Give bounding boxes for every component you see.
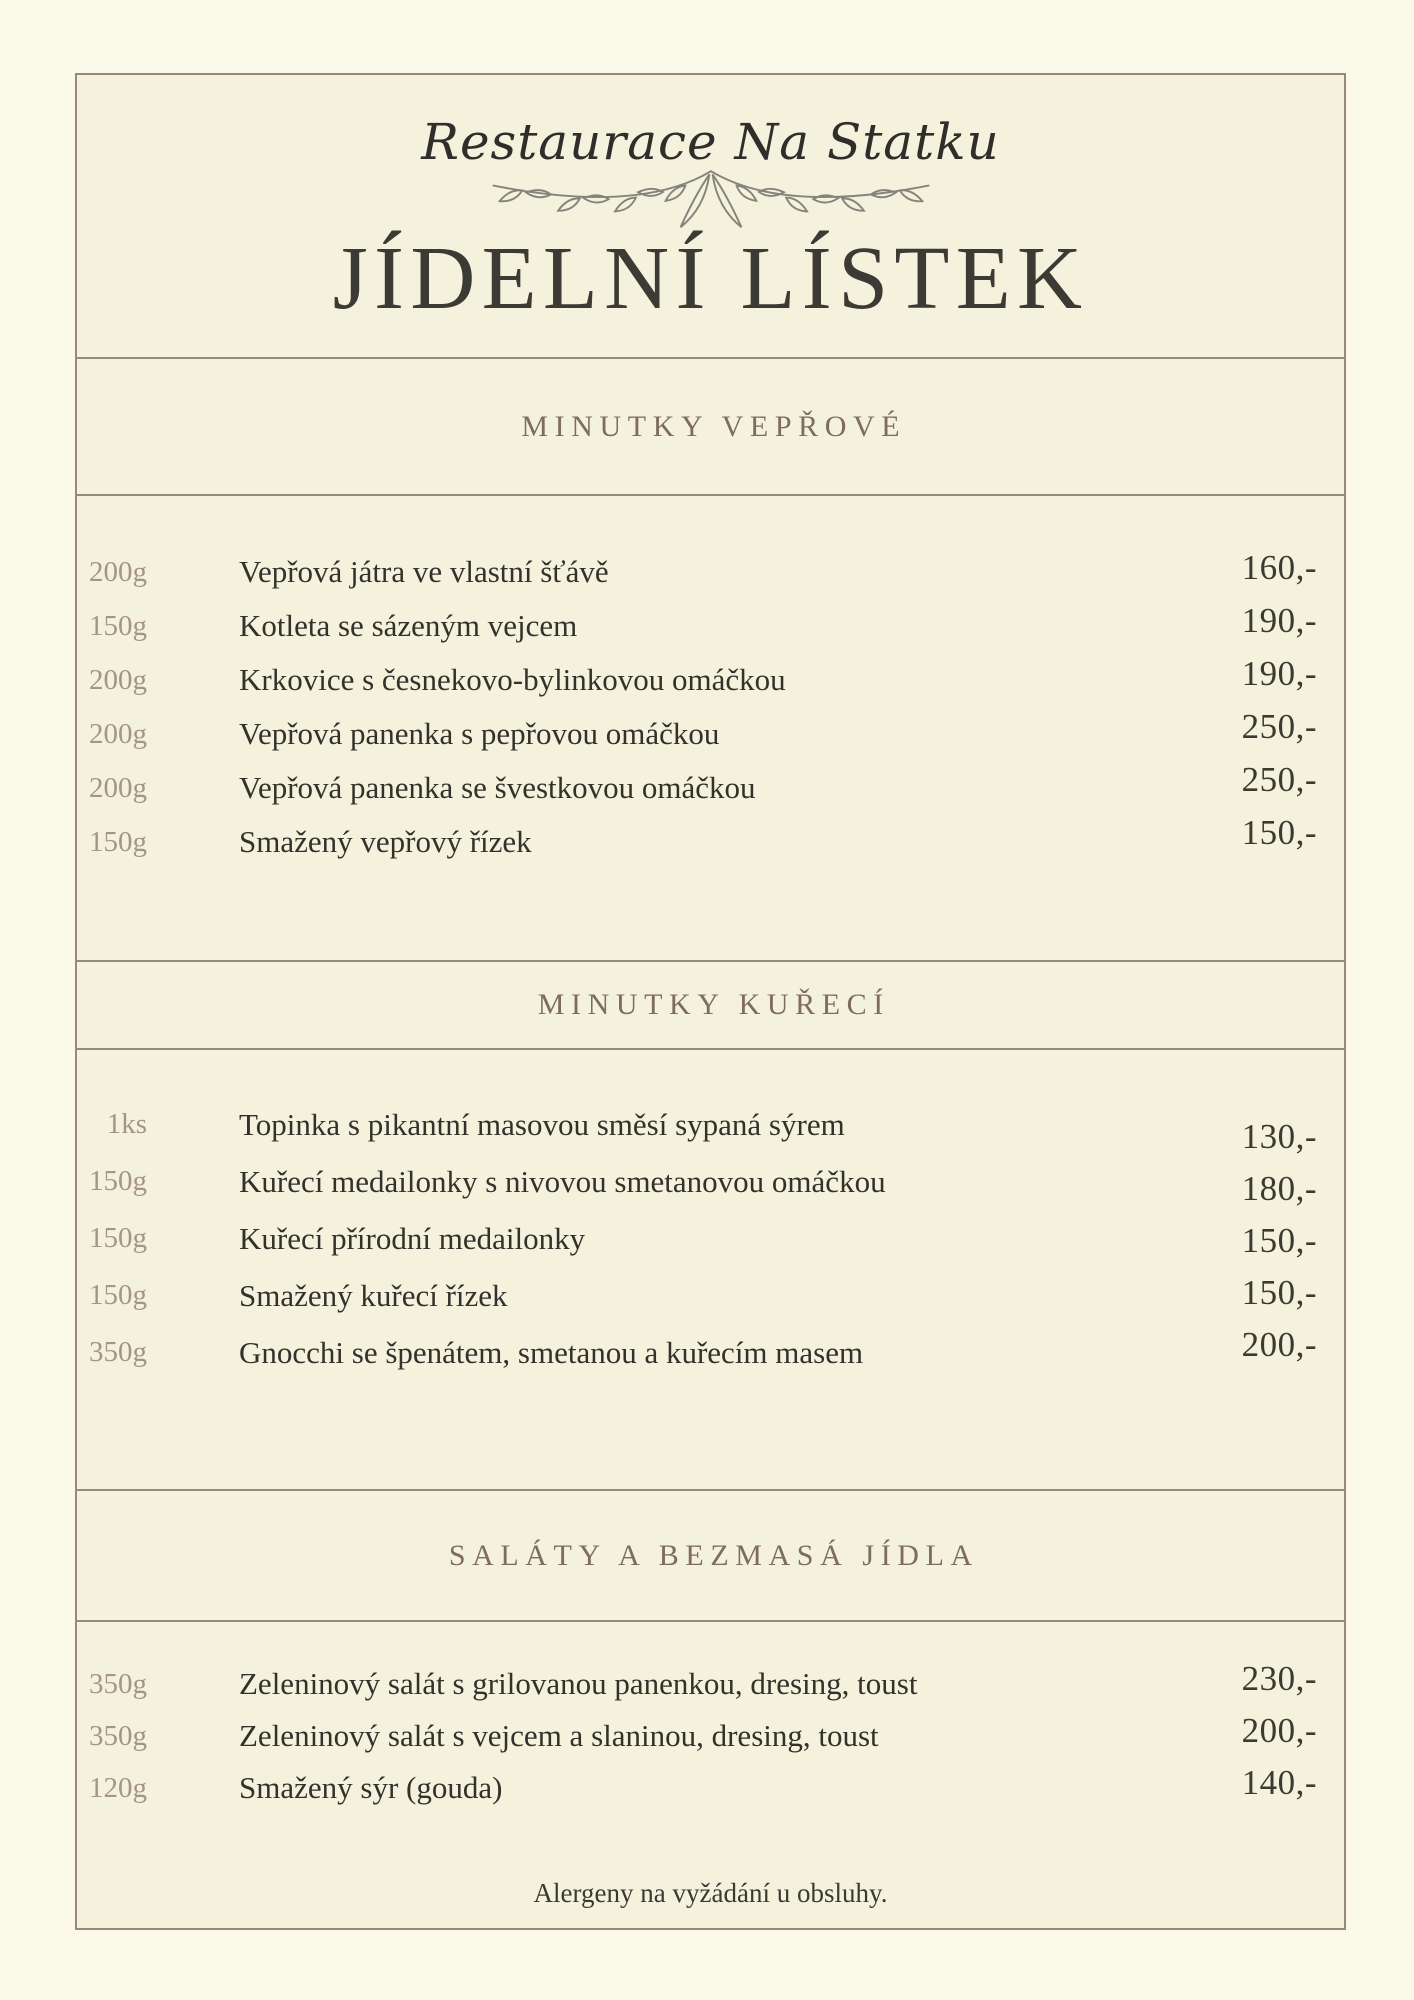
restaurant-name: Restaurace Na Statku	[421, 112, 1000, 171]
item-weight: 350g	[89, 1719, 147, 1752]
item-name: Vepřová panenka se švestkovou omáčkou	[239, 770, 756, 805]
item-price: 180,-	[1241, 1169, 1317, 1208]
menu-section	[77, 960, 1344, 1489]
item-weight: 200g	[89, 555, 147, 588]
item-name: Smažený vepřový řízek	[239, 824, 532, 859]
section-items	[77, 1050, 1344, 1489]
menu-item-row	[77, 1658, 1344, 1710]
menu-item-row	[77, 1762, 1344, 1814]
item-weight: 150g	[89, 1279, 147, 1311]
menu-section	[77, 357, 1344, 960]
menu-item-row	[77, 815, 1344, 869]
menu-title: JÍDELNÍ LÍSTEK	[332, 228, 1089, 328]
item-price: 200,-	[1241, 1711, 1317, 1750]
menu-item-row	[77, 545, 1344, 599]
item-name: Topinka s pikantní masovou směsí sypaná sýrem	[239, 1106, 845, 1142]
item-price: 130,-	[1241, 1117, 1317, 1156]
item-price: 150,-	[1241, 812, 1317, 852]
price-column	[1242, 541, 1317, 859]
item-price: 200,-	[1241, 1325, 1317, 1364]
menu-sections	[77, 357, 1344, 1909]
item-name: Vepřová játra ve vlastní šťávě	[239, 554, 609, 589]
item-price: 150,-	[1241, 1273, 1317, 1312]
allergen-note: Alergeny na vyžádání u obsluhy.	[533, 1878, 888, 1908]
section-heading-block	[77, 357, 1344, 496]
item-price: 150,-	[1241, 1221, 1317, 1260]
item-weight: 1ks	[106, 1108, 147, 1140]
menu-section	[77, 1489, 1344, 1909]
item-name: Zeleninový salát s vejcem a slaninou, dresing, toust	[239, 1718, 879, 1753]
item-weight: 150g	[89, 1165, 147, 1197]
item-name: Krkovice s česnekovo-bylinkovou omáčkou	[239, 662, 786, 697]
item-weight: 350g	[89, 1336, 147, 1368]
menu-card	[75, 73, 1346, 1930]
item-name: Kotleta se sázeným vejcem	[239, 608, 578, 643]
section-items	[77, 1622, 1344, 1909]
item-name: Smažený kuřecí řízek	[239, 1277, 508, 1313]
item-price: 190,-	[1241, 653, 1317, 693]
item-price: 140,-	[1241, 1763, 1317, 1802]
item-name: Vepřová panenka s pepřovou omáčkou	[239, 716, 720, 751]
item-weight: 150g	[89, 609, 147, 642]
item-name: Kuřecí medailonky s nivovou smetanovou omáčkou	[239, 1163, 886, 1199]
item-rows	[77, 545, 1344, 869]
menu-item-row	[77, 761, 1344, 815]
item-weight: 150g	[89, 825, 147, 858]
section-heading: MINUTKY KUŘECÍ	[537, 988, 890, 1021]
item-price: 230,-	[1241, 1659, 1317, 1698]
section-heading-block	[77, 960, 1344, 1050]
section-heading-block	[77, 1489, 1344, 1622]
item-price: 160,-	[1241, 547, 1317, 587]
menu-item-row	[77, 599, 1344, 653]
item-weight: 200g	[89, 771, 147, 804]
item-name: Kuřecí přírodní medailonky	[239, 1220, 586, 1256]
item-weight: 350g	[89, 1667, 147, 1700]
section-items	[77, 496, 1344, 960]
item-rows	[77, 1096, 1344, 1381]
item-rows	[77, 1658, 1344, 1814]
item-price: 250,-	[1241, 706, 1317, 746]
menu-item-row	[77, 1324, 1344, 1381]
menu-item-row	[77, 653, 1344, 707]
item-weight: 120g	[89, 1771, 147, 1804]
item-price: 190,-	[1241, 600, 1317, 640]
menu-item-row	[77, 1210, 1344, 1267]
menu-item-row	[77, 707, 1344, 761]
item-price: 250,-	[1241, 759, 1317, 799]
menu-item-row	[77, 1710, 1344, 1762]
item-name: Smažený sýr (gouda)	[239, 1770, 503, 1805]
item-weight: 200g	[89, 717, 147, 750]
price-column	[1242, 1111, 1317, 1371]
item-name: Zeleninový salát s grilovanou panenkou, dresing, toust	[239, 1666, 918, 1701]
menu-item-row	[77, 1153, 1344, 1210]
item-weight: 150g	[89, 1222, 147, 1254]
item-weight: 200g	[89, 663, 147, 696]
item-name: Gnocchi se špenátem, smetanou a kuřecím masem	[239, 1334, 864, 1370]
menu-item-row	[77, 1096, 1344, 1153]
section-heading: SALÁTY A BEZMASÁ JÍDLA	[448, 1538, 979, 1572]
price-column	[1242, 1653, 1317, 1809]
menu-item-row	[77, 1267, 1344, 1324]
section-heading: MINUTKY VEPŘOVÉ	[521, 409, 907, 443]
menu-header	[77, 75, 1344, 357]
